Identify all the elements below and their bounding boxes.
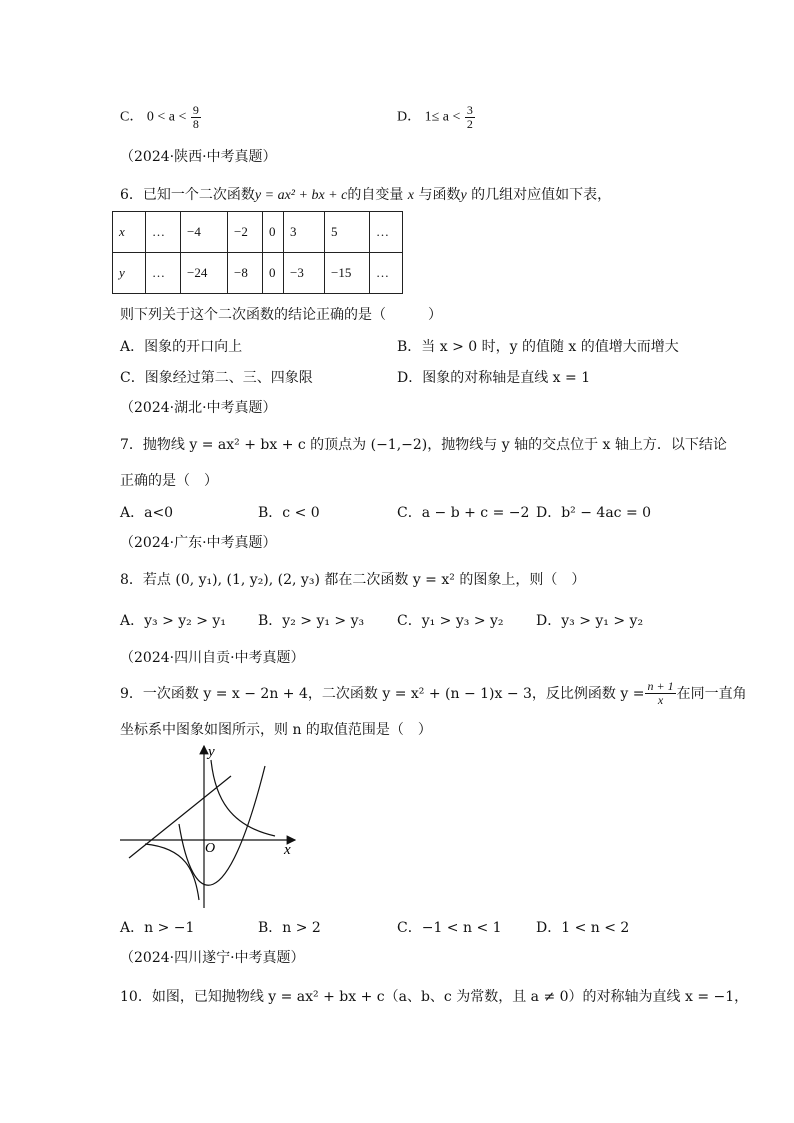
q5-option-d bbox=[397, 104, 476, 130]
source-tag-q7: （2024·湖北·中考真题） bbox=[120, 400, 277, 416]
q8-option-c: C．y₁ > y₃ > y₂ bbox=[397, 613, 504, 629]
q9-line-1 bbox=[120, 680, 747, 706]
q6-question: 则下列关于这个二次函数的结论正确的是（ ） bbox=[120, 307, 442, 323]
fraction bbox=[645, 680, 675, 706]
option-label: C． bbox=[120, 109, 144, 125]
q9-option-c: C．−1 < n < 1 bbox=[397, 920, 502, 936]
table-cell: … bbox=[370, 212, 403, 253]
q8-option-d: D．y₃ > y₁ > y₂ bbox=[536, 613, 644, 629]
q7-option-b: B．c < 0 bbox=[258, 505, 320, 521]
q6-option-c: C．图象经过第二、三、四象限 bbox=[120, 370, 313, 386]
table-cell: 0 bbox=[263, 253, 284, 294]
table-cell: y bbox=[113, 253, 146, 294]
stem-math: y = ax² + bx + c bbox=[254, 188, 348, 203]
q9-option-d: D．1 < n < 2 bbox=[536, 920, 630, 936]
table-cell: −3 bbox=[284, 253, 325, 294]
origin-label: O bbox=[205, 841, 216, 856]
q10-line-1: 10．如图，已知抛物线 y = ax² + bx + c（a、b、c 为常数，且 a ≠ 0）的对称轴为直线 x = −1， bbox=[120, 989, 749, 1005]
table-cell: x bbox=[113, 212, 146, 253]
source-tag-q9: （2024·四川自贡·中考真题） bbox=[120, 650, 305, 666]
stem-text: 9．一次函数 y = x − 2n + 4，二次函数 y = x² + (n − 1)x − 3，反比例函数 y = bbox=[120, 686, 645, 703]
q7-line-1: 7．抛物线 y = ax² + bx + c 的顶点为 (−1,−2)，抛物线与 y 轴的交点位于 x 轴上方．以下结论 bbox=[120, 437, 727, 453]
table-cell: −15 bbox=[325, 253, 370, 294]
stem-text: 与函数 bbox=[418, 187, 461, 203]
source-tag-q8: （2024·广东·中考真题） bbox=[120, 535, 277, 551]
stem-text: 的几组对应值如下表， bbox=[471, 187, 612, 203]
table-row-x bbox=[113, 212, 403, 253]
q7-option-d: D．b² − 4ac = 0 bbox=[536, 505, 652, 521]
function-graph bbox=[115, 740, 305, 915]
denominator: 8 bbox=[192, 116, 199, 131]
q6-stem bbox=[120, 184, 611, 204]
table-cell: … bbox=[146, 253, 181, 294]
table-cell: 3 bbox=[284, 212, 325, 253]
q7-line-2: 正确的是（ ） bbox=[120, 473, 218, 489]
q9-option-a: A．n > −1 bbox=[120, 920, 195, 936]
option-math: 1≤ a < bbox=[424, 109, 461, 125]
linear-function-line bbox=[129, 776, 231, 858]
fraction bbox=[191, 104, 201, 130]
q9-option-b: B．n > 2 bbox=[258, 920, 321, 936]
q6-option-a: A．图象的开口向上 bbox=[120, 339, 243, 355]
table-cell: −4 bbox=[181, 212, 228, 253]
source-tag-q6: （2024·陕西·中考真题） bbox=[120, 149, 277, 165]
source-tag-q10: （2024·四川遂宁·中考真题） bbox=[120, 950, 305, 966]
q8-option-a: A．y₃ > y₂ > y₁ bbox=[120, 613, 226, 629]
table-cell: … bbox=[370, 253, 403, 294]
numerator: n + 1 bbox=[647, 679, 674, 693]
q5-option-c bbox=[120, 104, 202, 130]
table-cell: 5 bbox=[325, 212, 370, 253]
option-label: D． bbox=[397, 109, 422, 125]
x-axis-label: x bbox=[284, 842, 291, 858]
q6-option-d: D．图象的对称轴是直线 x = 1 bbox=[397, 370, 591, 386]
q6-option-b: B．当 x > 0 时，y 的值随 x 的值增大而增大 bbox=[397, 339, 679, 355]
table-cell: … bbox=[146, 212, 181, 253]
stem-text: 的自变量 bbox=[347, 187, 404, 203]
denominator: x bbox=[657, 692, 664, 707]
hyperbola-branch-2 bbox=[145, 844, 199, 900]
q8-line-1: 8．若点 (0, y₁), (1, y₂), (2, y₃) 都在二次函数 y = x² 的图象上，则（ ） bbox=[120, 572, 586, 588]
table-cell: −2 bbox=[228, 212, 263, 253]
table-cell: −24 bbox=[181, 253, 228, 294]
q9-line-2: 坐标系中图象如图所示，则 n 的取值范围是（ ） bbox=[120, 722, 432, 738]
fraction bbox=[465, 104, 475, 130]
q7-option-a: A．a<0 bbox=[120, 505, 174, 521]
denominator: 2 bbox=[466, 116, 473, 131]
option-math: 0 < a < bbox=[146, 109, 187, 125]
hyperbola-branch-1 bbox=[211, 760, 275, 836]
table-row-y bbox=[113, 253, 403, 294]
table-cell: 0 bbox=[263, 212, 284, 253]
q8-option-b: B．y₂ > y₁ > y₃ bbox=[258, 613, 365, 629]
numerator: 3 bbox=[466, 103, 473, 117]
value-table bbox=[112, 211, 403, 294]
stem-var: y bbox=[460, 188, 467, 203]
stem-text: 在同一直角 bbox=[676, 686, 747, 703]
q7-option-c: C．a − b + c = −2 bbox=[397, 505, 530, 521]
y-axis-label: y bbox=[208, 744, 215, 760]
numerator: 9 bbox=[192, 103, 199, 117]
stem-text: 6．已知一个二次函数 bbox=[120, 187, 255, 203]
stem-var: x bbox=[407, 188, 414, 203]
table-cell: −8 bbox=[228, 253, 263, 294]
